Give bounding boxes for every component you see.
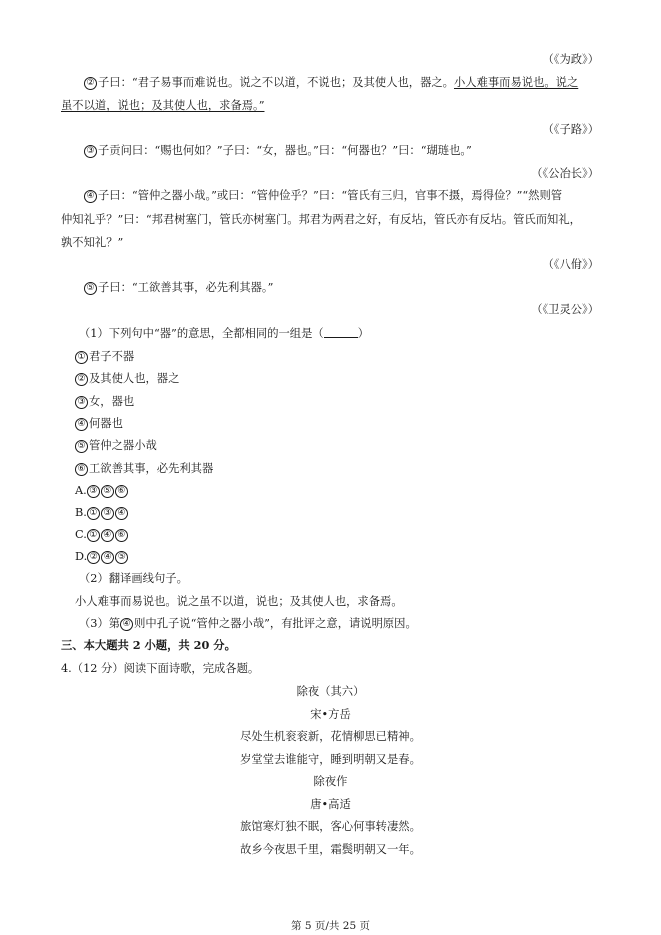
source-bayi: （《八佾》） bbox=[542, 258, 599, 271]
source-gongyechang: （《公冶长》） bbox=[531, 167, 599, 180]
section-3-heading: 三、本大题共 2 小题，共 20 分。 bbox=[61, 638, 236, 652]
answer-blank[interactable] bbox=[324, 327, 358, 338]
underlined-sentence: 虽不以道，说也；及其使人也，求备焉。” bbox=[61, 99, 265, 112]
question-3-stem: （3）第 ④ 则中孔子说“管仲之器小哉”，有批评之意，请说明原因。 bbox=[79, 617, 417, 630]
circled-number: ② bbox=[84, 77, 97, 90]
poem-2-title: 除夜作 bbox=[313, 775, 348, 788]
passage-2-line-1: ② 子曰：“君子易事而难说也。说之不以道，不说也；及其使人也，器之。小人难事而易说也。说之 bbox=[84, 75, 578, 90]
source-weilinggong: （《卫灵公》） bbox=[531, 303, 599, 316]
circled-number: ⑤ bbox=[84, 282, 97, 295]
underlined-sentence: 小人难事而易说也。说之 bbox=[453, 76, 579, 89]
option-a[interactable]: A. ③ ⑤ ⑥ bbox=[75, 483, 129, 498]
question-1-stem: （1）下列句中“器”的意思，全都相同的一组是（ ） bbox=[79, 327, 369, 340]
circled-number: ③ bbox=[84, 145, 97, 158]
passage-4-line-2: 仲知礼乎？”曰：“邦君树塞门，管氏亦树塞门。邦君为两君之好，有反坫，管氏亦有反坫。管氏而知礼， bbox=[61, 213, 581, 226]
q1-item: ⑤ 管仲之器小哉 bbox=[75, 438, 157, 453]
source-zilu: （《子路》） bbox=[542, 123, 599, 136]
passage-3: ③ 子贡问曰：“赐也何如？”子曰：“女，器也。”曰：“何器也？”曰：“瑚琏也。” bbox=[84, 143, 472, 158]
circled-number: ④ bbox=[84, 190, 97, 203]
poem-1-line-2: 岁堂堂去谁能守，睡到明朝又是春。 bbox=[240, 753, 421, 766]
poem-1-title: 除夜（其六） bbox=[296, 685, 365, 698]
poem-1-line-1: 尽处生机衮衮新，花情柳思已精神。 bbox=[240, 730, 421, 743]
q1-item: ② 及其使人也，器之 bbox=[75, 371, 179, 386]
q1-item: ① 君子不器 bbox=[75, 349, 134, 364]
question-2-stem: （2）翻译画线句子。 bbox=[79, 572, 188, 585]
option-c[interactable]: C. ① ④ ⑥ bbox=[75, 527, 129, 542]
source-weizheng: （《为政》） bbox=[542, 53, 599, 66]
poem-2-author: 唐•高适 bbox=[310, 798, 351, 811]
poem-1-author: 宋•方岳 bbox=[310, 708, 351, 721]
passage-2-line-2 bbox=[61, 98, 264, 113]
passage-5: ⑤ 子曰：“工欲善其事，必先利其器。” bbox=[84, 280, 273, 295]
option-b[interactable]: B. ① ③ ④ bbox=[75, 505, 129, 520]
option-d[interactable]: D. ② ④ ⑤ bbox=[75, 549, 129, 564]
q1-item: ⑥ 工欲善其事，必先利其器 bbox=[75, 461, 213, 476]
q1-item: ④ 何器也 bbox=[75, 416, 123, 431]
passage-4-line-3: 孰不知礼？” bbox=[61, 236, 124, 249]
poem-2-line-1: 旅馆寒灯独不眠，客心何事转凄然。 bbox=[240, 820, 421, 833]
q1-item: ③ 女，器也 bbox=[75, 394, 134, 409]
poem-2-line-2: 故乡今夜思千里，霜鬓明朝又一年。 bbox=[240, 843, 421, 856]
question-4-stem: 4.（12 分）阅读下面诗歌，完成各题。 bbox=[61, 662, 260, 675]
page-footer: 第 5 页/共 25 页 bbox=[291, 920, 370, 932]
passage-4-line-1: ④ 子曰：“管仲之器小哉。”或曰：“管仲俭乎？”曰：“管氏有三归，官事不摄，焉得俭？”“然则管 bbox=[84, 188, 562, 203]
question-2-sentence: 小人难事而易说也。说之虽不以道，说也；及其使人也，求备焉。 bbox=[75, 595, 403, 608]
